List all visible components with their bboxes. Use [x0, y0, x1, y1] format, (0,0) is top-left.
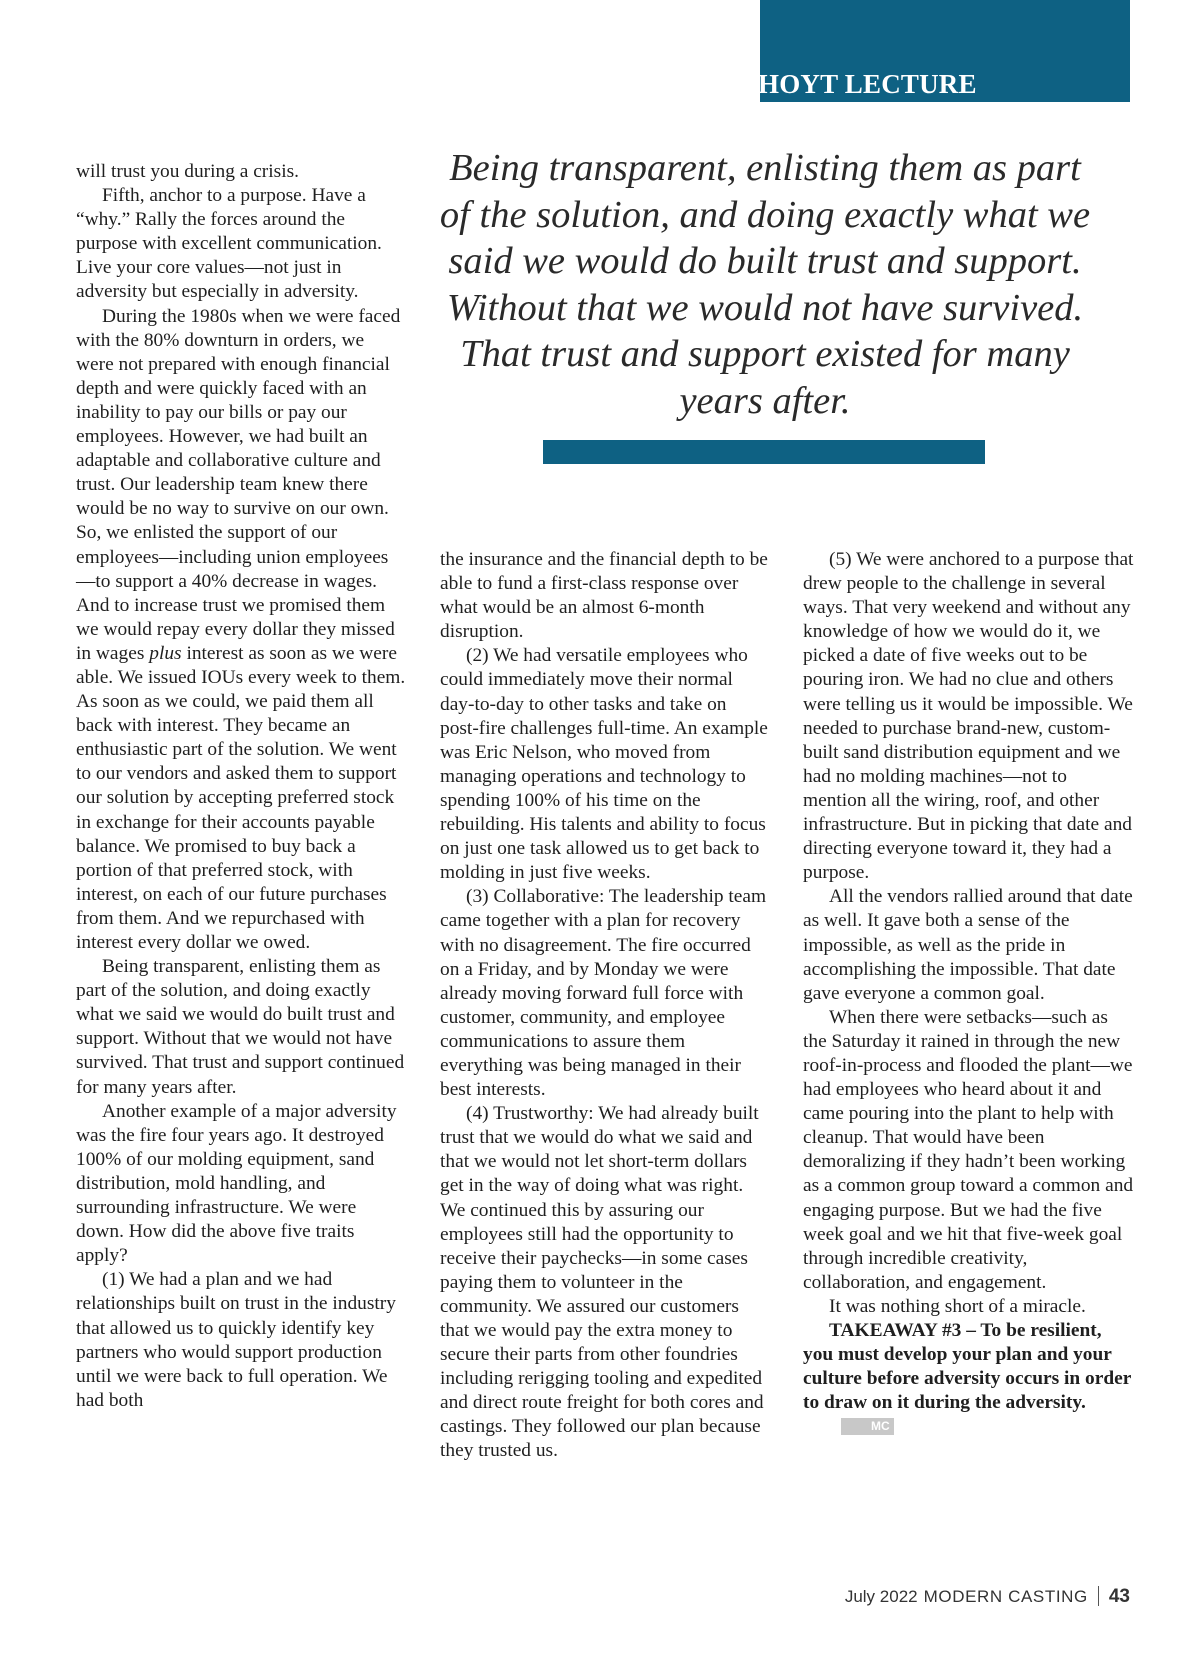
paragraph: Being transparent, enlisting them as part of the solution, and doing exactly what we said we would do built trust and support. Without that we would not have survived. That trust and support continued for many years after.	[76, 956, 405, 1098]
column-2	[440, 548, 770, 1464]
paragraph: When there were setbacks—such as the Saturday it rained in through the new roof-in-process and flooded the plant—we had employees who heard about it and came pouring into the plant to help with cleanup. That would have been demoralizing if they hadn’t been working as a common group toward a common and engaging purpose. But we had the five week goal and we hit that five-week goal through incredible creativity, collaboration, and engagement.	[803, 1006, 1134, 1293]
issue-date: July 2022	[844, 1587, 918, 1606]
emphasis: plus	[149, 642, 182, 664]
paragraph: (4) Trustworthy: We had already built trust that we would do what we said and that we would not let short-term dollars get in the way of doing what was right. We continued this by assuring our employees still had the opportunity to receive their paychecks—in some cases paying them to volunteer in the community. We assured our customers that we would pay the extra money to secure their parts from other foundries including rerigging tooling and expedited and direct route freight for both cores and castings. They followed our plan because they trusted us.	[440, 1103, 764, 1462]
pull-quote-rule	[543, 440, 985, 464]
paragraph: It was nothing short of a miracle.	[829, 1295, 1086, 1317]
takeaway: TAKEAWAY #3 – To be resilient, you must develop your plan and your culture before adversity occurs in order to draw on it during the adversity.	[803, 1320, 1131, 1414]
paragraph: will trust you during a crisis.	[76, 161, 299, 182]
column-1	[76, 160, 406, 1413]
paragraph: All the vendors rallied around that date as well. It gave both a sense of the impossible, as well as the pride in accomplishing the impossible. That date gave everyone a common goal.	[803, 886, 1133, 1004]
paragraph: the insurance and the financial depth to be able to fund a first-class response over what would be an almost 6-month disruption.	[440, 549, 768, 643]
paragraph: (1) We had a plan and we had relationships built on trust in the industry that allowed us to quickly identify key partners who would support production until we were back to full operation. We had both	[76, 1269, 396, 1411]
footer-divider	[1098, 1586, 1099, 1606]
paragraph: (3) Collaborative: The leadership team came together with a plan for recovery with no disagreement. The fire occurred on a Friday, and by Monday we were already moving forward full force with customer, community, and employee communications to assure them everything was being managed in their best interests.	[440, 886, 767, 1101]
end-mark-icon: MC	[841, 1418, 894, 1435]
text: During the 1980s when we were faced with the 80% downturn in orders, we were not prepared with enough financial depth and were quickly faced with an inability to pay our bills or pay our employees. However, we had built an adaptable and collaborative culture and trust. Our leadership team knew there would be no way to survive on our own. So, we enlisted the support of our employees—including union employees—to support a 40% decrease in wages. And to increase trust we promised them we would repay every dollar they missed in wages	[76, 305, 401, 664]
text: interest as soon as we were able. We issued IOUs every week to them. As soon as we could, we paid them all back with interest. They became an enthusiastic part of the solution. We went to our vendors and asked them to support our solution by accepting preferred stock in exchange for their accounts payable balance. We promised to buy back a portion of that preferred stock, with interest, on each of our future purchases from them. And we repurchased with interest every dollar we owed.	[76, 642, 406, 953]
paragraph: Another example of a major adversity was the fire four years ago. It destroyed 100% of our molding equipment, sand distribution, mold handling, and surrounding infrastructure. We were down. How did the above five traits apply?	[76, 1100, 397, 1267]
pull-quote: Being transparent, enlisting them as part of the solution, and doing exactly what we said we would do built trust and support. Without that we would not have survived. That trust and support existed for many years after.	[439, 147, 1091, 422]
page-number: 43	[1108, 1586, 1130, 1607]
magazine-name: MODERN CASTING	[923, 1587, 1088, 1606]
paragraph: Fifth, anchor to a purpose. Have a “why.” Rally the forces around the purpose with excellent communication. Live your core values—not just in adversity but especially in adversity.	[76, 185, 382, 303]
takeaway-paragraph	[803, 1319, 1135, 1439]
paragraph	[76, 305, 406, 956]
section-title: HOYT LECTURE	[758, 69, 977, 99]
page-footer	[845, 1586, 1130, 1608]
column-3	[803, 548, 1135, 1439]
paragraph: (5) We were anchored to a purpose that drew people to the challenge in several ways. That very weekend and without any knowledge of how we would do it, we picked a date of five weeks out to be pouring iron. We had no clue and others were telling us it would be impossible. We needed to purchase brand-new, custom-built sand distribution equipment and we had no molding machines—not to mention all the wiring, roof, and other infrastructure. But in picking that date and directing everyone toward it, they had a purpose.	[803, 549, 1134, 884]
paragraph: (2) We had versatile employees who could immediately move their normal day-to-day to other tasks and take on post-fire challenges full-time. An example was Eric Nelson, who moved from managing operations and technology to spending 100% of his time on the rebuilding. His talents and ability to focus on just one task allowed us to get back to molding in just five weeks.	[440, 645, 768, 884]
